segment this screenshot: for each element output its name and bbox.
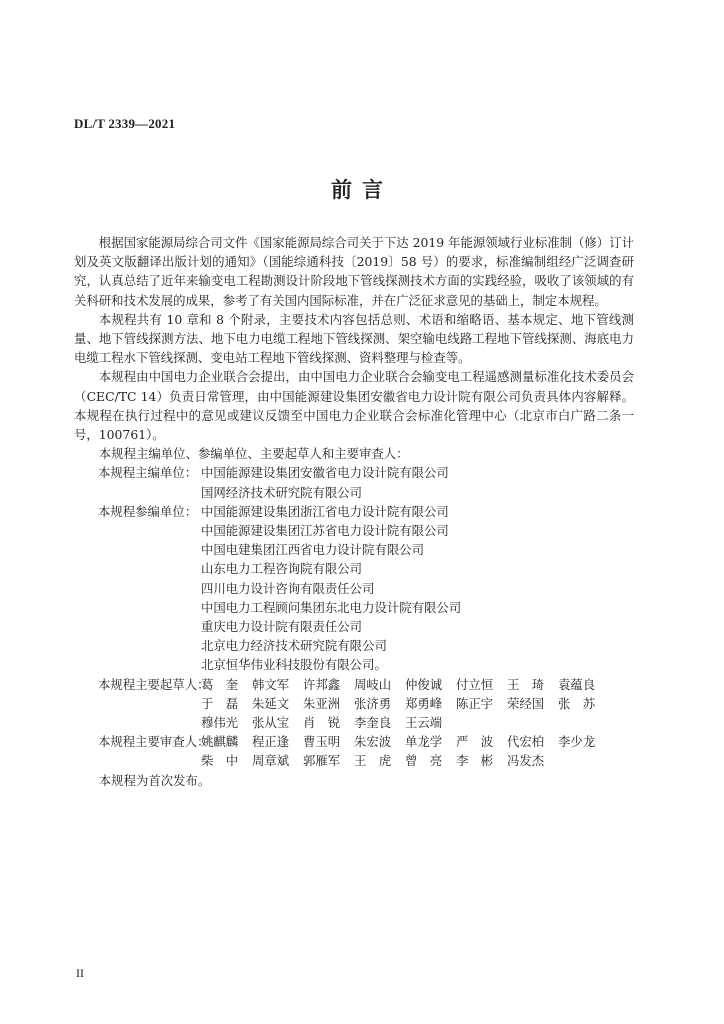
- reviewers-label: 本规程主要审查人：: [98, 734, 210, 750]
- paragraph-contributors-intro: 本规程主编单位、参编单位、主要起草人和主要审查人：: [98, 446, 409, 462]
- reviewers-names: [201, 732, 634, 770]
- drafter-name: 王 琦: [507, 676, 545, 692]
- paragraph-content: 本规程共有 10 章和 8 个附录，主要技术内容包括总则、术语和缩略语、基本规定、地下管线测量、地下管线探测方法、地下电力电缆工程地下管线探测、架空输电线路工程地下管线探测、海底电力电缆工程水下管线探测、变电站工程地下管线探测、资料整理与检查等。: [74, 311, 634, 366]
- reviewer-name: 朱宏波: [354, 734, 392, 750]
- participating-unit: 中国电力工程顾问集团东北电力设计院有限公司: [201, 599, 462, 615]
- participating-unit: 四川电力设计咨询有限责任公司: [201, 580, 375, 596]
- reviewer-name: 郭雁军: [303, 753, 341, 769]
- participating-unit: 中国能源建设集团江苏省电力设计院有限公司: [201, 523, 449, 539]
- drafter-name: 葛 奎: [201, 676, 239, 692]
- drafter-name: 穆伟光: [201, 715, 239, 731]
- drafter-name: 周岐山: [354, 676, 392, 692]
- reviewer-name: 代宏柏: [507, 734, 545, 750]
- drafter-name: 李奎良: [354, 715, 392, 731]
- drafter-name: 张济勇: [354, 695, 392, 711]
- reviewer-name: 姚麒麟: [201, 734, 239, 750]
- paragraph-management: 本规程由中国电力企业联合会提出，由中国电力企业联合会输变电工程遥感测量标准化技术委员会（CEC/TC 14）负责日常管理，由中国能源建设集团安徽省电力设计院有限公司负责具体内容解释。本规程在执行过程中的意见或建议反馈至中国电力企业联合会标准化管理中心（北京市白广路二条一号，100761）。: [74, 369, 634, 443]
- reviewer-name: 严 波: [456, 734, 494, 750]
- drafter-name: 肖 锐: [303, 715, 341, 731]
- chief-unit: 中国能源建设集团安徽省电力设计院有限公司: [201, 465, 449, 481]
- drafter-name: 于 磊: [201, 695, 239, 711]
- participating-unit: 山东电力工程咨询院有限公司: [201, 561, 363, 577]
- drafter-name: 仲俊诚: [405, 676, 443, 692]
- body-text: [74, 233, 634, 790]
- chief-units-label: 本规程主编单位：: [98, 465, 198, 481]
- drafter-name: 张 苏: [558, 695, 596, 711]
- reviewer-name: 李 彬: [456, 753, 494, 769]
- drafter-name: 许邦鑫: [303, 676, 341, 692]
- reviewer-name: 柴 中: [201, 753, 239, 769]
- drafter-name: 朱亚洲: [303, 695, 341, 711]
- reviewer-name: 王 虎: [354, 753, 392, 769]
- participating-unit: 中国电建集团江西省电力设计院有限公司: [201, 542, 425, 558]
- reviewer-name: 程正逢: [252, 734, 290, 750]
- reviewer-name: 周章斌: [252, 753, 290, 769]
- participating-unit: 北京电力经济技术研究院有限公司: [201, 638, 387, 654]
- participating-units-row: [74, 502, 634, 521]
- drafter-name: 陈正宇: [456, 695, 494, 711]
- reviewers-row: [74, 732, 634, 770]
- drafter-name: 付立恒: [456, 676, 494, 692]
- chief-unit: 国网经济技术研究院有限公司: [201, 484, 363, 500]
- chief-units-row: [74, 463, 634, 482]
- participating-units-label: 本规程参编单位：: [98, 503, 198, 519]
- drafters-label: 本规程主要起草人：: [98, 676, 210, 692]
- standard-number: DL/T 2339—2021: [74, 116, 176, 131]
- reviewer-name: 曾 亮: [405, 753, 443, 769]
- page-number: II: [76, 966, 84, 980]
- drafter-name: 郑勇峰: [405, 695, 443, 711]
- closing-statement: 本规程为首次发布。: [98, 772, 211, 788]
- drafters-names: [201, 675, 634, 733]
- reviewer-name: 冯发杰: [507, 753, 545, 769]
- drafters-row: [74, 675, 634, 733]
- paragraph-intro: 根据国家能源局综合司文件《国家能源局综合司关于下达 2019 年能源领域行业标准制（修）订计划及英文版翻译出版计划的通知》（国能综通科技〔2019〕58 号）的要求，标准编制组经广泛调查研究，认真总结了近年来输变电工程勘测设计阶段地下管线探测技术方面的实践经验，吸收了该领域的有关科研和技术发展的成果，参考了有关国内国际标准，并在广泛征求意见的基础上，制定本规程。: [74, 235, 634, 308]
- drafter-name: 朱延文: [252, 695, 290, 711]
- drafter-name: 张从宝: [252, 715, 290, 731]
- drafter-name: 王云端: [405, 715, 443, 731]
- drafter-name: 袁蕴良: [558, 676, 596, 692]
- participating-unit: 重庆电力设计院有限责任公司: [201, 619, 363, 635]
- page-title: 前言: [331, 178, 393, 202]
- reviewer-name: 单龙学: [405, 734, 443, 750]
- participating-unit: 中国能源建设集团浙江省电力设计院有限公司: [201, 503, 449, 519]
- reviewer-name: 李少龙: [558, 734, 596, 750]
- participating-unit: 北京恒华伟业科技股份有限公司。: [201, 657, 387, 673]
- reviewer-name: 曹玉明: [303, 734, 341, 750]
- drafter-name: 荣经国: [507, 695, 545, 711]
- drafter-name: 韩文军: [252, 676, 290, 692]
